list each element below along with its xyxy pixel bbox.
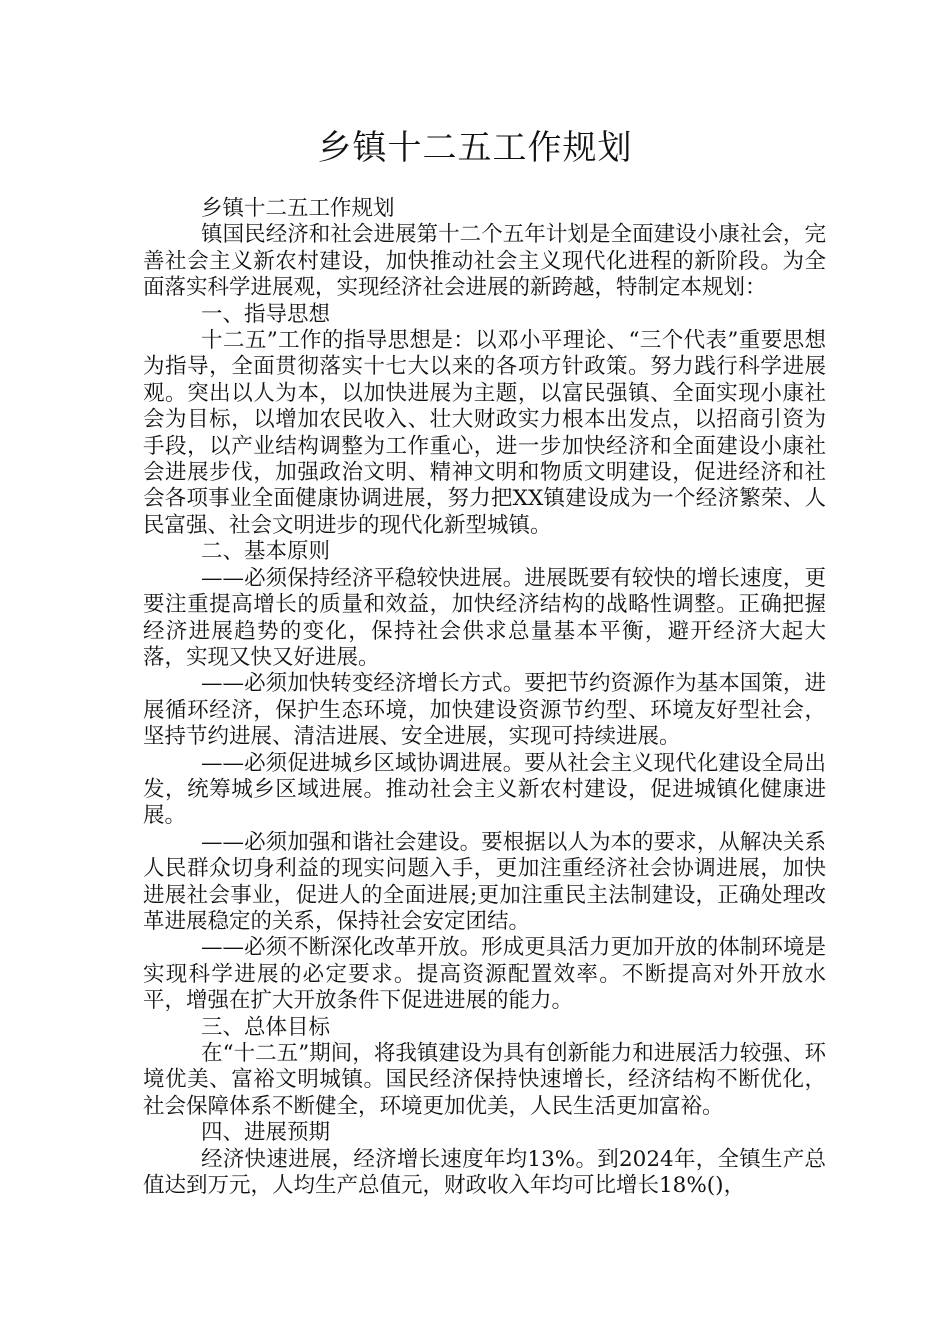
paragraph-intro: 镇国民经济和社会进展第十二个五年计划是全面建设小康社会，完善社会主义新农村建设，加快推动社会主义现代化进程的新阶段。为全面落实科学进展观，实现经济社会进展的新跨越，特制定本规划： bbox=[143, 222, 826, 301]
document-body bbox=[143, 196, 826, 1199]
paragraph-guiding-ideology: 十二五”工作的指导思想是：以邓小平理论、“三个代表”重要思想为指导，全面贯彻落实十七大以来的各项方针政策。努力践行科学进展观。突出以人为本，以加快进展为主题，以富民强镇、全面实现小康社会为目标，以增加农民收入、壮大财政实力根本出发点，以招商引资为手段，以产业结构调整为工作重心，进一步加快经济和全面建设小康社会进展步伐，加强政治文明、精神文明和物质文明建设，促进经济和社会各项事业全面健康协调进展，努力把XX镇建设成为一个经济繁荣、人民富强、社会文明进步的现代化新型城镇。 bbox=[143, 328, 826, 538]
paragraph-principle-2: ——必须加快转变经济增长方式。要把节约资源作为基本国策，进展循环经济，保护生态环境，加快建设资源节约型、环境友好型社会，坚持节约进展、清洁进展、安全进展，实现可持续进展。 bbox=[143, 671, 826, 750]
paragraph-overall-goals: 在“十二五”期间，将我镇建设为具有创新能力和进展活力较强、环境优美、富裕文明城镇。国民经济保持快速增长，经济结构不断优化，社会保障体系不断健全，环境更加优美，人民生活更加富裕。 bbox=[143, 1041, 826, 1119]
paragraph-principle-3: ——必须促进城乡区域协调进展。要从社会主义现代化建设全局出发，统筹城乡区域进展。推动社会主义新农村建设，促进城镇化健康进展。 bbox=[143, 750, 826, 829]
paragraph-principle-5: ——必须不断深化改革开放。形成更具活力更加开放的体制环境是实现科学进展的必定要求。提高资源配置效率。不断提高对外开放水平，增强在扩大开放条件下促进进展的能力。 bbox=[143, 935, 826, 1014]
paragraph-subtitle: 乡镇十二五工作规划 bbox=[201, 196, 395, 221]
document-title: 乡镇十二五工作规划 bbox=[317, 128, 633, 168]
paragraph-principle-4: ——必须加强和谐社会建设。要根据以人为本的要求，从解决关系人民群众切身利益的现实问题入手，更加注重经济社会协调进展，加快进展社会事业，促进人的全面进展;更加注重民主法制建设，正确处理改革进展稳定的关系，保持社会安定团结。 bbox=[143, 829, 826, 934]
section-heading-basic-principles: 二、基本原则 bbox=[201, 539, 331, 565]
section-heading-development-forecast: 四、进展预期 bbox=[201, 1120, 331, 1146]
section-heading-overall-goals: 三、总体目标 bbox=[201, 1014, 331, 1040]
paragraph-principle-1: ——必须保持经济平稳较快进展。进展既要有较快的增长速度，更要注重提高增长的质量和效益，加快经济结构的战略性调整。正确把握经济进展趋势的变化，保持社会供求总量基本平衡，避开经济大起大落，实现又快又好进展。 bbox=[143, 565, 826, 670]
paragraph-development-forecast: 经济快速进展，经济增长速度年均13%。到2024年，全镇生产总值达到万元，人均生产总值元，财政收入年均可比增长18%()， bbox=[143, 1146, 826, 1199]
section-heading-guiding-ideology: 一、指导思想 bbox=[201, 301, 331, 327]
